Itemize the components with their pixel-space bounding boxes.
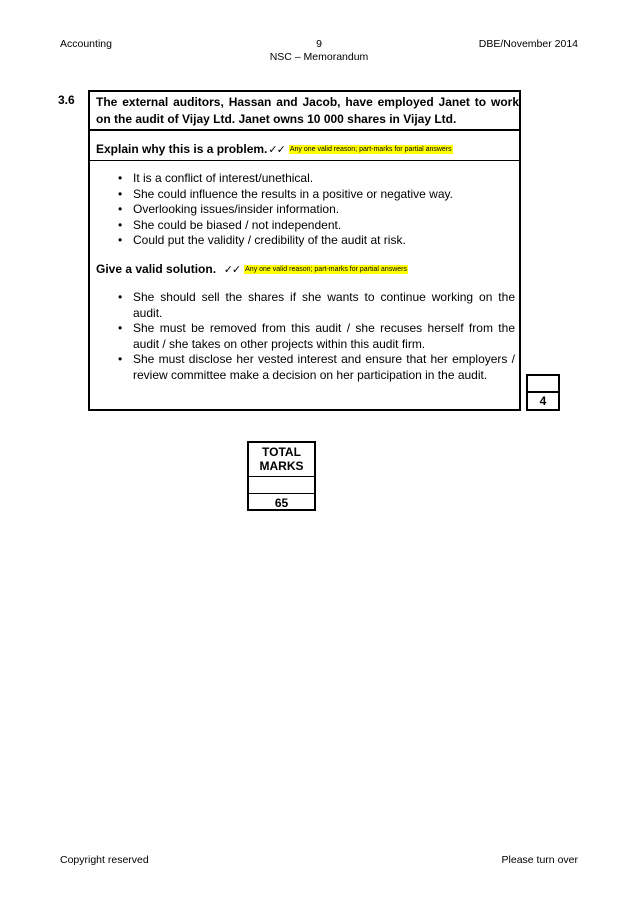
solution-heading-text: Give a valid solution. (96, 262, 217, 276)
total-value: 65 (274, 496, 289, 510)
question-text: The external auditors, Hassan and Jacob, have employed Janet to work on the audit of Vijay Ltd. Janet owns 10 000 shares in Vijay Ltd. (96, 95, 519, 126)
explain-heading (96, 142, 453, 156)
list-item: • Overlooking issues/insider information. (90, 202, 510, 218)
total-label (249, 445, 314, 473)
footer-copyright: Copyright reserved (60, 854, 149, 866)
list-item: • It is a conflict of interest/unethical. (90, 171, 510, 187)
marks-box (526, 374, 560, 411)
marks-value: 4 (539, 394, 547, 408)
marking-note: Any one valid reason; part-marks for partial answers (289, 146, 452, 154)
solution-heading (96, 262, 408, 276)
explain-list (90, 171, 510, 249)
total-divider (249, 476, 314, 477)
marking-note: Any one valid reason; part-marks for partial answers (245, 266, 407, 274)
list-item: • She must disclose her vested interest and ensure that her employers / review committee make a decision on her participation in the audit. (90, 352, 515, 383)
total-label-line2: MARKS (259, 459, 304, 473)
list-item: • She must be removed from this audit / she recuses herself from the audit / she takes on other projects within this audit firm. (90, 321, 515, 352)
explain-divider (90, 160, 519, 161)
question-box (88, 90, 521, 411)
check-marks-icon: ✓✓ (268, 144, 285, 156)
solution-list (90, 290, 515, 383)
list-item: • She could influence the results in a positive or negative way. (90, 187, 510, 203)
question-divider (90, 129, 519, 131)
header-subtitle: NSC – Memorandum (269, 51, 369, 63)
page-number: 9 (316, 38, 322, 50)
marks-divider (528, 391, 558, 393)
header-subject: Accounting (60, 38, 112, 50)
list-item: • She should sell the shares if she wants to continue working on the audit. (90, 290, 515, 321)
list-item: • Could put the validity / credibility of the audit at risk. (90, 233, 510, 249)
check-marks-icon: ✓✓ (223, 264, 241, 276)
explain-heading-text: Explain why this is a problem. (96, 142, 268, 156)
total-label-line1: TOTAL (262, 445, 301, 459)
total-divider (249, 493, 314, 494)
question-number: 3.6 (58, 93, 75, 107)
header-date: DBE/November 2014 (478, 38, 578, 50)
list-item: • She could be biased / not independent. (90, 218, 510, 234)
total-marks-box (247, 441, 316, 511)
footer-turn-over: Please turn over (501, 854, 578, 866)
